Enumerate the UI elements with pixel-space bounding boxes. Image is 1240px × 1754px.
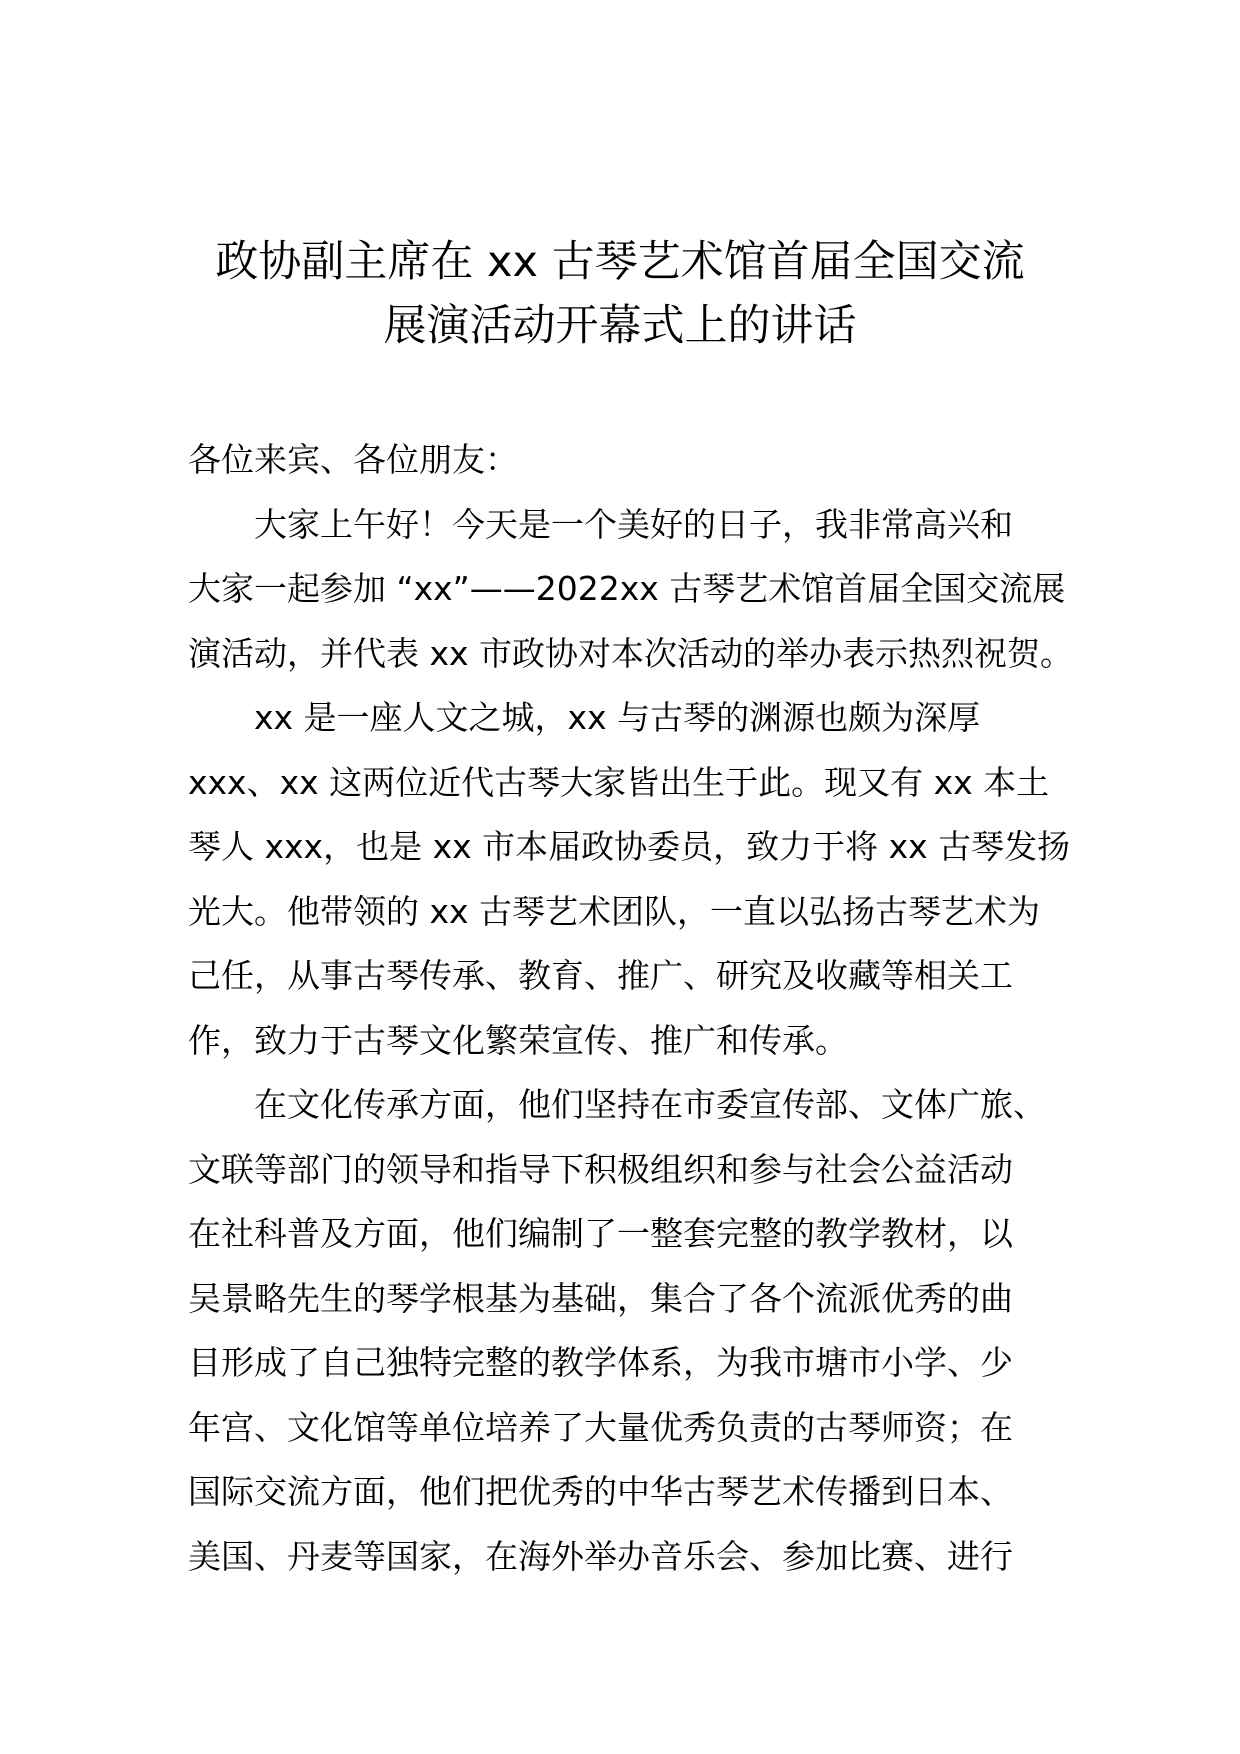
paragraph-2-line-1: xx 是一座人文之城，xx 与古琴的渊源也颇为深厚 [254,698,981,737]
document-title [150,230,1090,358]
paragraph-3-line-6: 年宫、文化馆等单位培养了大量优秀负责的古琴师资；在 [188,1407,1013,1447]
paragraph-1-line-2: 大家一起参加 “xx”——2022xx 古琴艺术馆首届全国交流展 [188,569,1066,608]
paragraph-3-line-2: 文联等部门的领导和指导下积极组织和参与社会公益活动 [188,1149,1013,1189]
paragraph-1-line-1: 大家上午好！今天是一个美好的日子，我非常高兴和 [254,504,1013,544]
document-body [188,428,1074,1589]
paragraph-2-line-5: 己任，从事古琴传承、教育、推广、研究及收藏等相关工 [188,956,1013,995]
title-line-2: 展演活动开幕式上的讲话 [383,301,857,351]
paragraph-2-line-2: xxx、xx 这两位近代古琴大家皆出生于此。现又有 xx 本土 [188,762,1050,802]
paragraph-3-line-5: 目形成了自己独特完整的教学体系，为我市塘市小学、少 [188,1343,1013,1382]
paragraph-1-line-3: 演活动，并代表 xx 市政协对本次活动的举办表示热烈祝贺。 [188,633,1074,673]
paragraph-2-line-3: 琴人 xxx，也是 xx 市本届政协委员，致力于将 xx 古琴发扬 [188,827,1071,866]
paragraph-3-line-4: 吴景略先生的琴学根基为基础，集合了各个流派优秀的曲 [188,1278,1013,1318]
paragraph-2-line-4: 光大。他带领的 xx 古琴艺术团队，一直以弘扬古琴艺术为 [188,891,1041,931]
title-line-1: 政协副主席在 xx 古琴艺术馆首届全国交流 [215,237,1025,287]
paragraph-3-line-7: 国际交流方面，他们把优秀的中华古琴艺术传播到日本、 [188,1472,1013,1511]
salutation-line: 各位来宾、各位朋友： [188,440,518,479]
paragraph-3-line-8: 美国、丹麦等国家，在海外举办音乐会、参加比赛、进行 [188,1536,1013,1576]
paragraph-3-line-3: 在社科普及方面，他们编制了一整套完整的教学教材，以 [188,1214,1013,1253]
paragraph-3-line-1: 在文化传承方面，他们坚持在市委宣传部、文体广旅、 [254,1085,1046,1124]
paragraph-2-line-6: 作，致力于古琴文化繁荣宣传、推广和传承。 [188,1020,848,1060]
